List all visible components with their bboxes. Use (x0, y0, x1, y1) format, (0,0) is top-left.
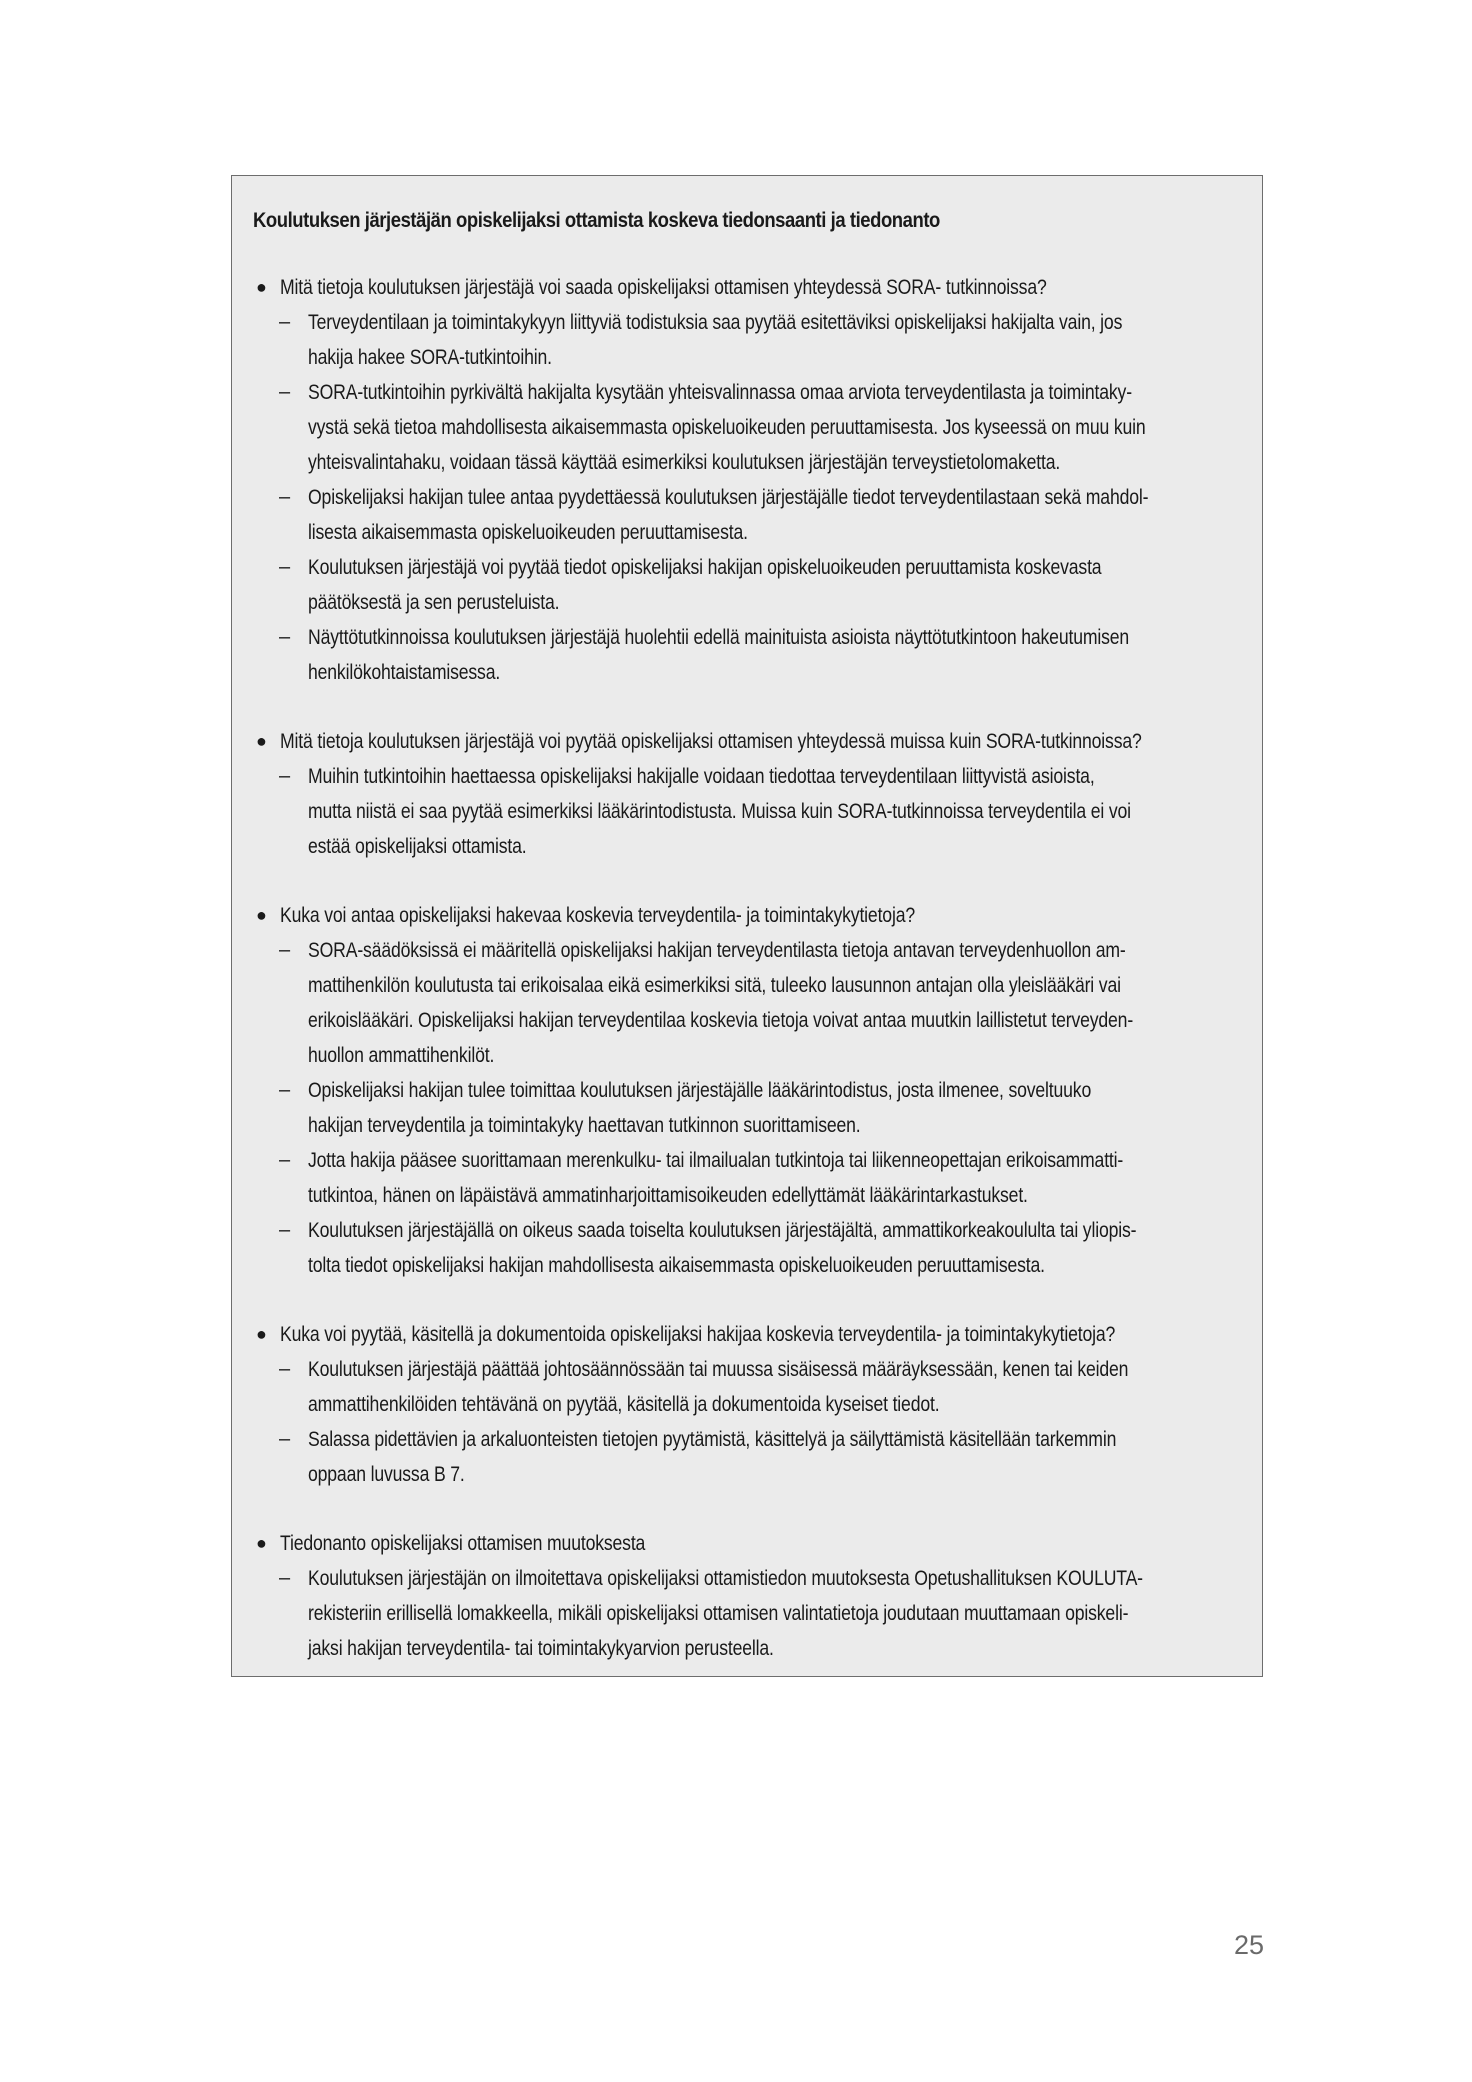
answer-line: yhteisvalintahaku, voidaan tässä käyttää esimerkiksi koulutuksen järjestäjän terveystietolomaketta. (308, 451, 1061, 474)
answer-item (253, 933, 1234, 1073)
answer-item (253, 1213, 1234, 1283)
answer-line: Koulutuksen järjestäjä voi pyytää tiedot opiskelijaksi hakijan opiskeluoikeuden peruuttamista koskevasta (308, 556, 1102, 579)
dash-icon: – (279, 486, 291, 508)
answer-line: ammattihenkilöiden tehtävänä on pyytää, käsitellä ja dokumentoida kyseiset tiedot. (308, 1393, 940, 1416)
answer-line: mutta niistä ei saa pyytää esimerkiksi lääkärintodistusta. Muissa kuin SORA-tutkinnoissa terveydentila ei voi (308, 800, 1131, 823)
question-text: Mitä tietoja koulutuksen järjestäjä voi saada opiskelijaksi ottamisen yhteydessä SORA- tutkinnoissa? (280, 276, 1047, 299)
answer-line: rekisteriin erillisellä lomakkeella, mikäli opiskelijaksi ottamisen valintatietoja joudutaan muuttamaan opiskeli- (308, 1602, 1129, 1625)
dash-icon: – (279, 1567, 291, 1589)
answer-line: henkilökohtaistamisessa. (308, 661, 501, 684)
info-box (231, 175, 1263, 1677)
question-section (253, 898, 1234, 1283)
answer-line: Koulutuksen järjestäjällä on oikeus saada toiselta koulutuksen järjestäjältä, ammattikorkeakoululta tai yliopis- (308, 1219, 1137, 1242)
answer-item (253, 1561, 1234, 1666)
answer-line: lisesta aikaisemmasta opiskeluoikeuden peruuttamisesta. (308, 521, 748, 544)
answer-line: hakijan terveydentila ja toimintakyky haettavan tutkinnon suorittamiseen. (308, 1114, 861, 1137)
answer-line: Opiskelijaksi hakijan tulee antaa pyydettäessä koulutuksen järjestäjälle tiedot terveydentilastaan sekä mahdol- (308, 486, 1149, 509)
answer-item (253, 1073, 1234, 1143)
answer-line: Jotta hakija pääsee suorittamaan merenkulku- tai ilmailualan tutkintoja tai liikenneopettajan erikoisammatti- (308, 1149, 1124, 1172)
answer-line: SORA-tutkintoihin pyrkivältä hakijalta kysytään yhteisvalinnassa omaa arviota terveydentilasta ja toimintaky- (308, 381, 1132, 404)
answer-line: tutkintoa, hänen on läpäistävä ammatinharjoittamisoikeuden edellyttämät lääkärintarkastukset. (308, 1184, 1028, 1207)
dash-icon: – (279, 381, 291, 403)
answer-line: päätöksestä ja sen perusteluista. (308, 591, 560, 614)
question-heading (253, 1317, 1234, 1352)
question-section (253, 1526, 1234, 1666)
answer-item (253, 1143, 1234, 1213)
answer-line: Opiskelijaksi hakijan tulee toimittaa koulutuksen järjestäjälle lääkärintodistus, josta ilmenee, soveltuuko (308, 1079, 1092, 1102)
bullet-icon: ● (256, 277, 267, 297)
answer-line: erikoislääkäri. Opiskelijaksi hakijan terveydentilaa koskevia tietoja voivat antaa muutkin laillistetut terveyden- (308, 1009, 1134, 1032)
page-number: 25 (1233, 1930, 1264, 1960)
answer-line: vystä sekä tietoa mahdollisesta aikaisemmasta opiskeluoikeuden peruuttamisesta. Jos kyseessä on muu kuin (308, 416, 1146, 439)
dash-icon: – (279, 1079, 291, 1101)
question-text: Kuka voi antaa opiskelijaksi hakevaa koskevia terveydentila- ja toimintakykytietoja? (280, 904, 915, 927)
dash-icon: – (279, 1358, 291, 1380)
question-heading (253, 724, 1234, 759)
answer-line: tolta tiedot opiskelijaksi hakijan mahdollisesta aikaisemmasta opiskeluoikeuden peruuttamisesta. (308, 1254, 1045, 1277)
answer-line: jaksi hakijan terveydentila- tai toimintakykyarvion perusteella. (308, 1637, 774, 1660)
box-title: Koulutuksen järjestäjän opiskelijaksi ottamista koskeva tiedonsaanti ja tiedonanto (253, 209, 940, 232)
answer-item (253, 305, 1234, 375)
dash-icon: – (279, 765, 291, 787)
answer-line: Muihin tutkintoihin haettaessa opiskelijaksi hakijalle voidaan tiedottaa terveydentilaan liittyvistä asioista, (308, 765, 1095, 788)
question-heading (253, 270, 1234, 305)
answer-line: huollon ammattihenkilöt. (308, 1044, 495, 1067)
answer-item (253, 620, 1234, 690)
question-heading (253, 1526, 1234, 1561)
answer-line: SORA-säädöksissä ei määritellä opiskelijaksi hakijan terveydentilasta tietoja antavan terveydenhuollon am- (308, 939, 1126, 962)
dash-icon: – (279, 626, 291, 648)
answer-line: Näyttötutkinnoissa koulutuksen järjestäjä huolehtii edellä mainituista asioista näyttötutkintoon hakeutumisen (308, 626, 1130, 649)
answer-line: estää opiskelijaksi ottamista. (308, 835, 527, 858)
sections-container (253, 270, 1234, 1666)
answer-item (253, 375, 1234, 480)
question-section (253, 1317, 1234, 1492)
answer-line: Koulutuksen järjestäjän on ilmoitettava opiskelijaksi ottamistiedon muutoksesta Opetushallituksen KOULUTA- (308, 1567, 1143, 1590)
answer-line: Salassa pidettävien ja arkaluonteisten tietojen pyytämistä, käsittelyä ja säilyttämistä käsitellään tarkemmin (308, 1428, 1117, 1451)
bullet-icon: ● (256, 1533, 267, 1553)
answer-line: mattihenkilön koulutusta tai erikoisalaa eikä esimerkiksi sitä, tuleeko lausunnon antajan olla yleislääkäri vai (308, 974, 1121, 997)
answer-item (253, 1422, 1234, 1492)
answer-line: Terveydentilaan ja toimintakykyyn liittyviä todistuksia saa pyytää esitettäviksi opiskelijaksi hakijalta vain, jos (308, 311, 1123, 334)
dash-icon: – (279, 556, 291, 578)
question-text: Mitä tietoja koulutuksen järjestäjä voi pyytää opiskelijaksi ottamisen yhteydessä muissa kuin SORA-tutkinnoissa? (280, 730, 1142, 753)
answer-item (253, 550, 1234, 620)
dash-icon: – (279, 1428, 291, 1450)
question-heading (253, 898, 1234, 933)
dash-icon: – (279, 1149, 291, 1171)
dash-icon: – (279, 939, 291, 961)
answer-line: oppaan luvussa B 7. (308, 1463, 465, 1486)
question-section (253, 724, 1234, 864)
answer-item (253, 1352, 1234, 1422)
bullet-icon: ● (256, 905, 267, 925)
answer-item (253, 480, 1234, 550)
question-section (253, 270, 1234, 690)
answer-line: hakija hakee SORA-tutkintoihin. (308, 346, 552, 369)
bullet-icon: ● (256, 731, 267, 751)
question-text: Kuka voi pyytää, käsitellä ja dokumentoida opiskelijaksi hakijaa koskevia terveydentila- ja toimintakykytietoja? (280, 1323, 1116, 1346)
question-text: Tiedonanto opiskelijaksi ottamisen muutoksesta (280, 1532, 646, 1555)
bullet-icon: ● (256, 1324, 267, 1344)
dash-icon: – (279, 1219, 291, 1241)
answer-line: Koulutuksen järjestäjä päättää johtosäännössään tai muussa sisäisessä määräyksessään, kenen tai keiden (308, 1358, 1129, 1381)
answer-item (253, 759, 1234, 864)
dash-icon: – (279, 311, 291, 333)
